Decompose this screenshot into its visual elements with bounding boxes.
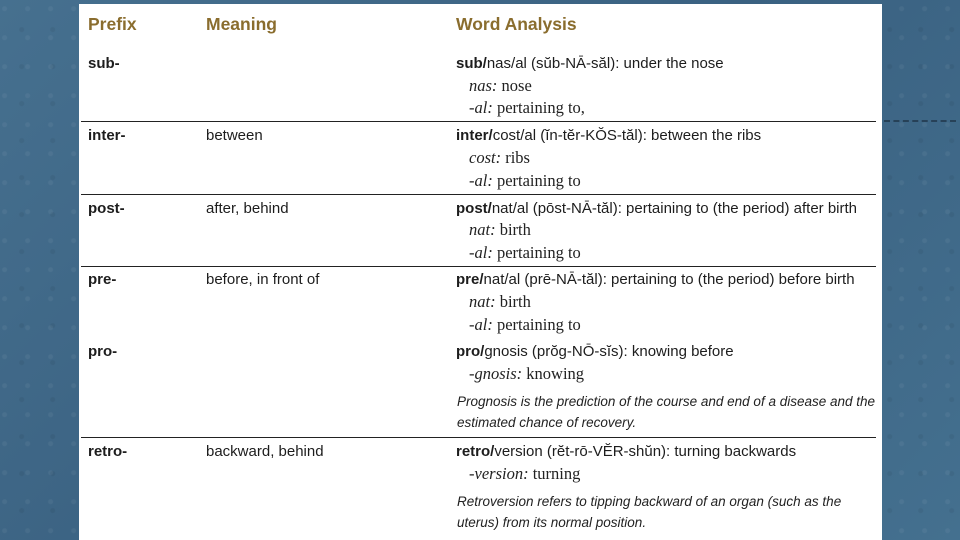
word-part-term: -version: xyxy=(469,464,529,483)
word-part xyxy=(469,76,532,96)
word-root: pro/ xyxy=(456,343,485,360)
word-part-term: nas: xyxy=(469,76,498,95)
word-breakdown: gnosis (prŏg-NŌ-sĭs): knowing before xyxy=(484,343,734,360)
meaning-cell: before, in front of xyxy=(206,271,320,288)
word-part-term: -al: xyxy=(469,98,493,117)
word-root: inter/ xyxy=(456,127,493,144)
word-breakdown: nas/al (sŭb-NĀ-săl): under the nose xyxy=(486,55,724,72)
word-part-definition: birth xyxy=(495,220,531,239)
header-prefix: Prefix xyxy=(88,14,137,34)
prefix-cell: post- xyxy=(88,200,125,217)
word-part-term: -al: xyxy=(469,315,493,334)
word-part-definition: pertaining to xyxy=(492,171,581,190)
word-part-definition: knowing xyxy=(522,364,585,383)
word-part-term: -al: xyxy=(469,171,493,190)
word-part xyxy=(469,464,580,484)
prefix-cell: inter- xyxy=(88,127,126,144)
word-root: pre/ xyxy=(456,271,484,288)
row-divider xyxy=(81,437,876,438)
word-root: post/ xyxy=(456,200,492,217)
prefix-cell: retro- xyxy=(88,443,128,460)
word-breakdown: cost/al (ĭn-tĕr-KŎS-tăl): between the ribs xyxy=(492,127,762,144)
word-part-definition: pertaining to xyxy=(492,315,581,334)
word-part-definition: turning xyxy=(528,464,581,483)
word-part-definition: ribs xyxy=(501,148,530,167)
row-divider xyxy=(81,121,876,122)
meaning-cell: between xyxy=(206,127,263,144)
definition-note: Retroversion refers to tipping backward of an organ (such as the uterus) from its normal position. xyxy=(457,494,842,530)
header-word-analysis: Word Analysis xyxy=(456,14,577,34)
definition-note: Prognosis is the prediction of the course and end of a disease and the estimated chance of recovery. xyxy=(457,394,876,430)
word-root: retro/ xyxy=(456,443,495,460)
meaning-cell: after, behind xyxy=(206,200,289,217)
word-part xyxy=(469,315,581,335)
row-divider xyxy=(81,266,876,267)
decorative-line xyxy=(884,120,956,122)
word-part-term: -gnosis: xyxy=(469,364,523,383)
word-breakdown: nat/al (prē-NĀ-tăl): pertaining to (the period) before birth xyxy=(483,271,855,288)
word-analysis xyxy=(456,127,761,144)
word-part xyxy=(469,148,530,168)
word-part xyxy=(469,243,581,263)
word-breakdown: nat/al (pōst-NĀ-tăl): pertaining to (the period) after birth xyxy=(491,200,858,217)
word-analysis xyxy=(456,271,855,288)
word-part xyxy=(469,364,584,384)
word-part-term: nat: xyxy=(469,220,496,239)
prefix-table xyxy=(79,4,882,540)
header-meaning: Meaning xyxy=(206,14,277,34)
word-part-definition: nose xyxy=(497,76,532,95)
prefix-cell: pro- xyxy=(88,343,118,360)
prefix-cell: sub- xyxy=(88,55,120,72)
prefix-cell: pre- xyxy=(88,271,117,288)
word-root: sub/ xyxy=(456,55,487,72)
word-part-definition: pertaining to xyxy=(492,243,581,262)
word-analysis xyxy=(456,200,857,217)
word-part xyxy=(469,220,531,240)
word-part-definition: pertaining to, xyxy=(492,98,585,117)
word-breakdown: version (rĕt-rō-VĔR-shŭn): turning backwards xyxy=(494,443,797,460)
word-analysis xyxy=(456,443,796,460)
word-part-definition: birth xyxy=(495,292,531,311)
row-divider xyxy=(81,194,876,195)
word-part-term: nat: xyxy=(469,292,496,311)
word-analysis xyxy=(456,55,724,72)
word-part xyxy=(469,292,531,312)
word-part-term: cost: xyxy=(469,148,502,167)
word-part-term: -al: xyxy=(469,243,493,262)
word-part xyxy=(469,171,581,191)
meaning-cell: backward, behind xyxy=(206,443,324,460)
word-analysis xyxy=(456,343,734,360)
word-part xyxy=(469,98,585,118)
